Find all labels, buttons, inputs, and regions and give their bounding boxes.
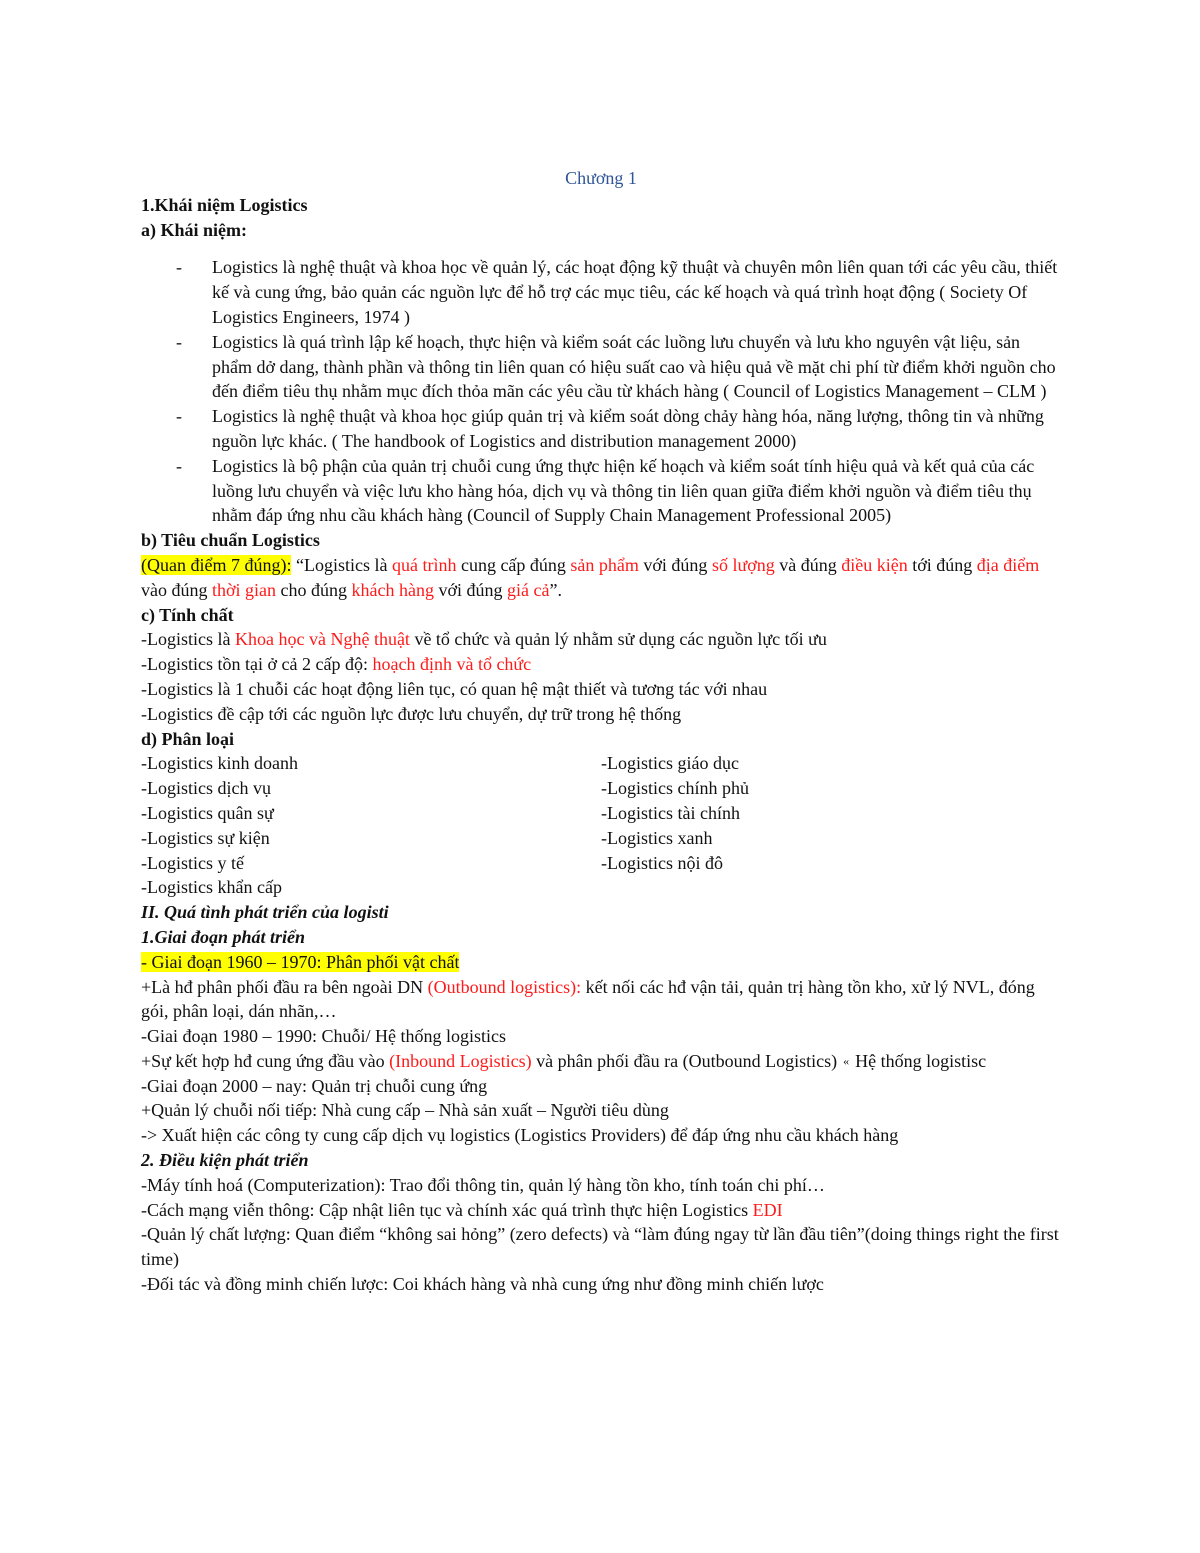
stage-line [141,1049,1061,1074]
stage-line: +Quản lý chuỗi nối tiếp: Nhà cung cấp – Nhà sản xuất – Người tiêu dùng [141,1100,669,1121]
stage-line: -Giai đoạn 1980 – 1990: Chuỗi/ Hệ thống logistics [141,1026,506,1047]
red-text: (Outbound logistics): [427,976,582,997]
text-run: với đúng [638,554,712,575]
red-text: quá trình [391,554,457,575]
text-run: kết nối các hđ vận tải, quản trị hàng tồn kho, xử lý NVL, đóng gói, phân loại, dán nhãn,… [141,976,1035,1022]
dash-marker: - [176,455,182,476]
list-item [141,454,1061,528]
subsection-2-1-heading: 1.Giai đoạn phát triển [141,926,306,947]
subsection-a-heading: a) Khái niệm: [141,219,247,240]
red-text: điều kiện [841,554,908,575]
list-item [141,255,1061,329]
stage-line: -Giai đoạn 2000 – nay: Quản trị chuỗi cung ứng [141,1075,488,1096]
dash-marker: - [176,257,182,278]
text-run: tới đúng [907,554,977,575]
condition-line: -Máy tính hoá (Computerization): Trao đổi thông tin, quản lý hàng tồn kho, tính toán chi phí… [141,1174,825,1195]
text-run: +Sự kết hợp hđ cung ứng đầu vào [141,1050,390,1071]
stage-line [141,975,1061,1025]
text-run: với đúng [433,579,508,600]
section-1-heading: 1.Khái niệm Logistics [141,194,308,215]
chapter-title: Chương 1 [565,168,637,188]
red-text: khách hàng [351,579,434,600]
subsection-2-2-heading: 2. Điều kiện phát triển [141,1150,309,1171]
text-run: cung cấp đúng [456,554,571,575]
text-run: +Là hđ phân phối đầu ra bên ngoài DN [141,976,428,997]
text-run: cho đúng [276,579,352,600]
subsection-c-heading: c) Tính chất [141,604,234,625]
text-run: -Logistics là [141,629,235,650]
list-item: -Logistics nội đô [601,852,723,873]
dash-marker: - [176,406,182,427]
red-text: Khoa học và Nghệ thuật [234,629,410,650]
classification-columns [141,751,1061,900]
condition-line: -Đối tác và đồng minh chiến lược: Coi khách hàng và nhà cung ứng như đồng minh chiến lược [141,1274,824,1295]
text-run: Hệ thống logistisc [855,1050,987,1071]
text-run: vào đúng [141,579,212,600]
list-item: -Logistics tài chính [601,802,740,823]
document-body [141,166,1061,1297]
arrow-symbol-icon: « [843,1053,850,1068]
list-item: -Logistics kinh doanh [141,753,298,774]
definition-text: Logistics là nghệ thuật và khoa học về quản lý, các hoạt động kỹ thuật và chuyên môn liên quan tới các yêu cầu, thiết kế và cung ứng, bảo quản các nguồn lực để hỗ trợ các mục tiêu, các kế hoạch và quá trình hoạt động ( Society Of Logistics Engineers, 1974 ) [212,257,1058,327]
list-item: -Logistics y tế [141,852,244,873]
condition-line: -Quản lý chất lượng: Quan điểm “không sai hỏng” (zero defects) và “làm đúng ngay từ lần đầu tiên”(doing things right the first time) [141,1224,1059,1270]
red-text: (Inbound Logistics) [389,1050,532,1071]
definition-list [141,255,1061,528]
red-text: EDI [752,1199,783,1220]
list-item: -Logistics xanh [601,827,713,848]
dash-marker: - [176,331,182,352]
section-2-heading: II. Quá tình phát triển của logisti [141,902,389,923]
text-run: và đúng [774,554,842,575]
property-line [141,652,1061,677]
property-line: -Logistics là 1 chuỗi các hoạt động liên tục, có quan hệ mật thiết và tương tác với nhau [141,678,768,699]
red-text: địa điểm [976,554,1040,575]
condition-line [141,1198,1061,1223]
red-text: thời gian [212,579,277,600]
list-item: -Logistics giáo dục [601,753,739,774]
subsection-d-heading: d) Phân loại [141,728,235,749]
property-line: -Logistics đề cập tới các nguồn lực được lưu chuyển, dự trữ trong hệ thống [141,703,682,724]
list-item [141,404,1061,454]
list-item: -Logistics sự kiện [141,827,270,848]
red-text: giá cả [507,579,550,600]
subsection-b-heading: b) Tiêu chuẩn Logistics [141,530,320,551]
highlighted-text: - Giai đoạn 1960 – 1970: Phân phối vật chất [141,951,460,972]
definition-text: Logistics là quá trình lập kế hoạch, thực hiện và kiểm soát các luồng lưu chuyển và lưu kho nguyên vật liệu, sản phẩm dở dang, thành phần và thông tin liên quan có hiệu suất cao và hiệu quả về mặt chi phí từ điểm khởi nguồn cho đến điểm tiêu thụ nhằm mục đích thỏa mãn các yêu cầu từ khách hàng ( Council of Logistics Management – CLM ) [212,331,1056,402]
stage-line: -> Xuất hiện các công ty cung cấp dịch vụ logistics (Logistics Providers) để đáp ứng nhu cầu khách hàng [141,1125,899,1146]
list-item: -Logistics khẩn cấp [141,877,282,898]
red-text: sản phẩm [570,554,639,575]
text-run: -Logistics tồn tại ở cả 2 cấp độ: [141,654,373,675]
classification-left-column [141,751,601,900]
list-item: -Logistics dịch vụ [141,778,271,799]
seven-rights-paragraph [141,553,1061,603]
text-run: “Logistics là [291,554,392,575]
highlighted-text: (Quan điểm 7 đúng): [141,554,292,575]
list-item: -Logistics quân sự [141,802,274,823]
list-item: -Logistics chính phủ [601,778,749,799]
definition-text: Logistics là nghệ thuật và khoa học giúp quản trị và kiểm soát dòng chảy hàng hóa, năng lượng, thông tin và những nguồn lực khác. ( The handbook of Logistics and distribution management 2000) [212,406,1044,451]
text-run: về tổ chức và quản lý nhằm sử dụng các nguồn lực tối ưu [409,629,827,650]
red-text: số lượng [711,554,775,575]
classification-right-column [601,751,1061,900]
definition-text: Logistics là bộ phận của quản trị chuỗi cung ứng thực hiện kế hoạch và kiểm soát tính hiệu quả và kết quả của các luồng lưu chuyển và việc lưu kho hàng hóa, dịch vụ và thông tin liên quan giữa điểm khởi nguồn và điểm tiêu thụ nhằm đáp ứng nhu cầu khách hàng (Council of Supply Chain Management Professional 2005) [212,455,1035,526]
text-run: ”. [549,579,562,600]
stage-line [141,950,1061,975]
list-item [141,330,1061,404]
red-text: hoạch định và tổ chức [372,654,532,675]
text-run: -Cách mạng viễn thông: Cập nhật liên tục và chính xác quá trình thực hiện Logistics [141,1199,753,1220]
text-run: và phân phối đầu ra (Outbound Logistics) [531,1050,838,1071]
property-line [141,627,1061,652]
